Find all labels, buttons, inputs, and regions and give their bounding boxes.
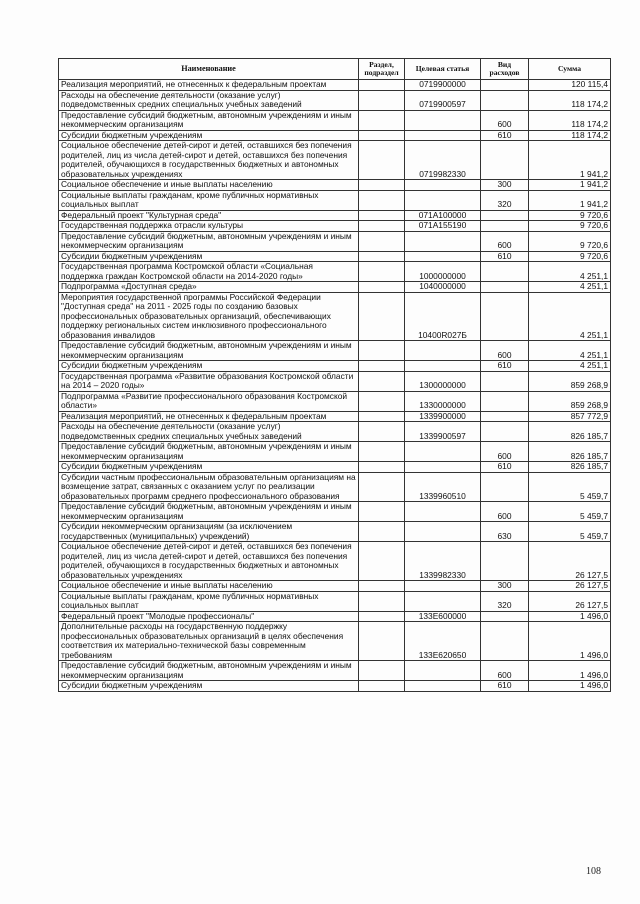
row-type: 610 [481,361,529,372]
table-row [59,190,611,210]
row-code [405,581,481,592]
row-sum: 859 268,9 [529,391,611,411]
row-name: Федеральный проект "Культурная среда" [59,210,359,221]
row-type: 600 [481,502,529,522]
row-section [359,442,405,462]
row-sum: 9 720,6 [529,251,611,262]
row-sum: 26 127,5 [529,581,611,592]
row-name: Социальное обеспечение детей-сирот и детей, оставшихся без попечения родителей, лиц из числа детей-сирот и детей, оставшихся без попечения родителей, обучающихся в государственных бюджетных и автономных образовательных учреждениях [59,542,359,581]
table-row [59,180,611,191]
row-name: Расходы на обеспечение деятельности (оказание услуг) подведомственных средних специальных учебных заведений [59,422,359,442]
row-type: 630 [481,522,529,542]
row-sum: 5 459,7 [529,502,611,522]
row-section [359,180,405,191]
row-type [481,611,529,622]
row-name: Социальное обеспечение детей-сирот и детей, оставшихся без попечения родителей, лиц из числа детей-сирот и детей, оставшихся без попечения родителей, обучающихся в государственных бюджетных и автономных образовательных учреждениях [59,141,359,180]
row-name: Государственная программа Костромской области «Социальная поддержка граждан Костромской области на 2014-2020 годы» [59,262,359,282]
row-type: 600 [481,341,529,361]
row-code: 133E620650 [405,622,481,661]
row-sum: 826 185,7 [529,442,611,462]
row-sum: 1 941,2 [529,190,611,210]
row-code: 1339900000 [405,411,481,422]
row-sum: 118 174,2 [529,110,611,130]
table-row [59,251,611,262]
row-name: Социальные выплаты гражданам, кроме публичных нормативных социальных выплат [59,190,359,210]
table-row [59,462,611,473]
header-sum: Сумма [529,59,611,80]
row-code: 1339982330 [405,542,481,581]
row-code [405,502,481,522]
row-section [359,681,405,692]
row-section [359,502,405,522]
row-code [405,591,481,611]
table-row [59,681,611,692]
row-sum: 120 115,4 [529,80,611,91]
table-row [59,262,611,282]
row-type [481,472,529,502]
row-sum: 859 268,9 [529,371,611,391]
row-type [481,371,529,391]
row-name: Социальные выплаты гражданам, кроме публичных нормативных социальных выплат [59,591,359,611]
row-sum: 9 720,6 [529,210,611,221]
row-section [359,462,405,473]
row-type [481,292,529,341]
row-sum: 1 496,0 [529,622,611,661]
row-section [359,251,405,262]
table-row [59,422,611,442]
row-type [481,422,529,442]
row-sum: 1 941,2 [529,180,611,191]
row-code: 10400R027Б [405,292,481,341]
table-row [59,661,611,681]
row-section [359,80,405,91]
row-code: 1339900597 [405,422,481,442]
row-section [359,591,405,611]
row-sum: 26 127,5 [529,542,611,581]
row-section [359,391,405,411]
row-code: 1330000000 [405,391,481,411]
table-row [59,231,611,251]
table-row [59,341,611,361]
row-name: Федеральный проект "Молодые профессионалы" [59,611,359,622]
row-sum: 9 720,6 [529,221,611,232]
row-name: Предоставление субсидий бюджетным, автономным учреждениям и иным некоммерческим организациям [59,502,359,522]
table-row [59,130,611,141]
table-row [59,391,611,411]
row-section [359,110,405,130]
row-code [405,180,481,191]
row-section [359,210,405,221]
row-code: 1000000000 [405,262,481,282]
row-type [481,391,529,411]
row-sum: 4 251,1 [529,292,611,341]
row-sum: 826 185,7 [529,422,611,442]
table-row [59,581,611,592]
row-name: Субсидии бюджетным учреждениям [59,130,359,141]
row-code [405,462,481,473]
row-code: 0719982330 [405,141,481,180]
row-sum: 9 720,6 [529,231,611,251]
table-row [59,542,611,581]
row-section [359,130,405,141]
row-name: Социальное обеспечение и иные выплаты населению [59,180,359,191]
table-row [59,371,611,391]
row-sum: 1 496,0 [529,611,611,622]
row-code: 0719900000 [405,80,481,91]
row-name: Дополнительные расходы на государственную поддержку профессиональных образовательных организаций в целях обеспечения соответствия их материально-технической базы современным требованиям [59,622,359,661]
row-name: Предоставление субсидий бюджетным, автономным учреждениям и иным некоммерческим организациям [59,661,359,681]
row-name: Государственная программа «Развитие образования Костромской области на 2014 – 2020 годы» [59,371,359,391]
row-name: Мероприятия государственной программы Российской Федерации "Доступная среда" на 2011 - 2025 годы по созданию базовых профессиональных образовательных организаций, обеспечивающих поддержку региональных систем инклюзивного профессионального образования инвалидов [59,292,359,341]
table-row [59,110,611,130]
row-sum: 857 772,9 [529,411,611,422]
row-code [405,231,481,251]
row-code [405,681,481,692]
row-name: Субсидии некоммерческим организациям (за исключением государственных (муниципальных) учреждений) [59,522,359,542]
budget-table [58,58,611,692]
row-name: Субсидии бюджетным учреждениям [59,361,359,372]
row-sum: 4 251,1 [529,262,611,282]
header-code: Целевая статья [405,59,481,80]
row-code [405,130,481,141]
row-section [359,292,405,341]
row-code: 1300000000 [405,371,481,391]
row-type [481,282,529,293]
row-section [359,542,405,581]
row-type [481,622,529,661]
row-type: 300 [481,581,529,592]
row-type: 600 [481,661,529,681]
row-type: 300 [481,180,529,191]
row-sum: 5 459,7 [529,472,611,502]
row-name: Предоставление субсидий бюджетным, автономным учреждениям и иным некоммерческим организациям [59,231,359,251]
row-sum: 5 459,7 [529,522,611,542]
row-type: 600 [481,110,529,130]
row-section [359,581,405,592]
row-section [359,231,405,251]
row-name: Расходы на обеспечение деятельности (оказание услуг) подведомственных средних специальных учебных заведений [59,90,359,110]
row-name: Субсидии бюджетным учреждениям [59,462,359,473]
row-section [359,262,405,282]
row-type: 600 [481,442,529,462]
row-sum: 4 251,1 [529,361,611,372]
row-name: Социальное обеспечение и иные выплаты населению [59,581,359,592]
row-type [481,80,529,91]
row-type [481,262,529,282]
row-type: 610 [481,130,529,141]
table-row [59,411,611,422]
row-name: Предоставление субсидий бюджетным, автономным учреждениям и иным некоммерческим организациям [59,341,359,361]
row-sum: 1 496,0 [529,661,611,681]
row-section [359,371,405,391]
row-name: Государственная поддержка отрасли культуры [59,221,359,232]
row-section [359,361,405,372]
row-type: 610 [481,681,529,692]
row-section [359,661,405,681]
header-name: Наименование [59,59,359,80]
table-row [59,522,611,542]
row-sum: 4 251,1 [529,341,611,361]
row-type: 320 [481,591,529,611]
row-type [481,221,529,232]
row-sum: 118 174,2 [529,130,611,141]
row-section [359,411,405,422]
row-section [359,522,405,542]
row-type [481,90,529,110]
row-section [359,341,405,361]
table-row [59,472,611,502]
row-type: 600 [481,231,529,251]
row-code: 1040000000 [405,282,481,293]
row-code: 071A100000 [405,210,481,221]
table-row [59,622,611,661]
row-code [405,522,481,542]
table-row [59,361,611,372]
row-type: 610 [481,251,529,262]
row-name: Субсидии бюджетным учреждениям [59,251,359,262]
row-section [359,141,405,180]
row-type [481,210,529,221]
row-section [359,221,405,232]
row-section [359,422,405,442]
row-name: Подпрограмма «Доступная среда» [59,282,359,293]
table-row [59,90,611,110]
row-name: Предоставление субсидий бюджетным, автономным учреждениям и иным некоммерческим организациям [59,110,359,130]
row-section [359,190,405,210]
row-name: Реализация мероприятий, не отнесенных к федеральным проектам [59,80,359,91]
row-code [405,251,481,262]
row-code: 0719900597 [405,90,481,110]
row-code [405,661,481,681]
row-sum: 1 496,0 [529,681,611,692]
row-section [359,90,405,110]
table-row [59,442,611,462]
table-row [59,292,611,341]
row-section [359,611,405,622]
table-row [59,502,611,522]
row-section [359,282,405,293]
table-row [59,611,611,622]
row-sum: 1 941,2 [529,141,611,180]
row-name: Субсидии бюджетным учреждениям [59,681,359,692]
table-row [59,282,611,293]
row-code [405,442,481,462]
table-row [59,141,611,180]
row-section [359,622,405,661]
table-body [59,80,611,692]
row-code: 133E600000 [405,611,481,622]
table-row [59,80,611,91]
table-row [59,210,611,221]
row-code [405,341,481,361]
row-code [405,190,481,210]
page-number: 108 [586,866,601,877]
row-type [481,141,529,180]
row-code [405,361,481,372]
row-type [481,411,529,422]
row-name: Подпрограмма «Развитие профессионального образования Костромской области» [59,391,359,411]
row-code [405,110,481,130]
row-name: Предоставление субсидий бюджетным, автономным учреждениям и иным некоммерческим организациям [59,442,359,462]
row-sum: 26 127,5 [529,591,611,611]
row-code: 1339960510 [405,472,481,502]
header-section: Раздел, подраздел [359,59,405,80]
row-sum: 826 185,7 [529,462,611,473]
row-name: Реализация мероприятий, не отнесенных к федеральным проектам [59,411,359,422]
row-sum: 118 174,2 [529,90,611,110]
table-row [59,591,611,611]
row-type: 320 [481,190,529,210]
row-sum: 4 251,1 [529,282,611,293]
row-type: 610 [481,462,529,473]
row-code: 071A155190 [405,221,481,232]
table-header-row [59,59,611,80]
table-row [59,221,611,232]
row-type [481,542,529,581]
header-type: Вид расходов [481,59,529,80]
row-name: Субсидии частным профессиональным образовательным организациям на возмещение затрат, связанных с оказанием услуг по реализации образовательных программ среднего профессионального образования [59,472,359,502]
row-section [359,472,405,502]
